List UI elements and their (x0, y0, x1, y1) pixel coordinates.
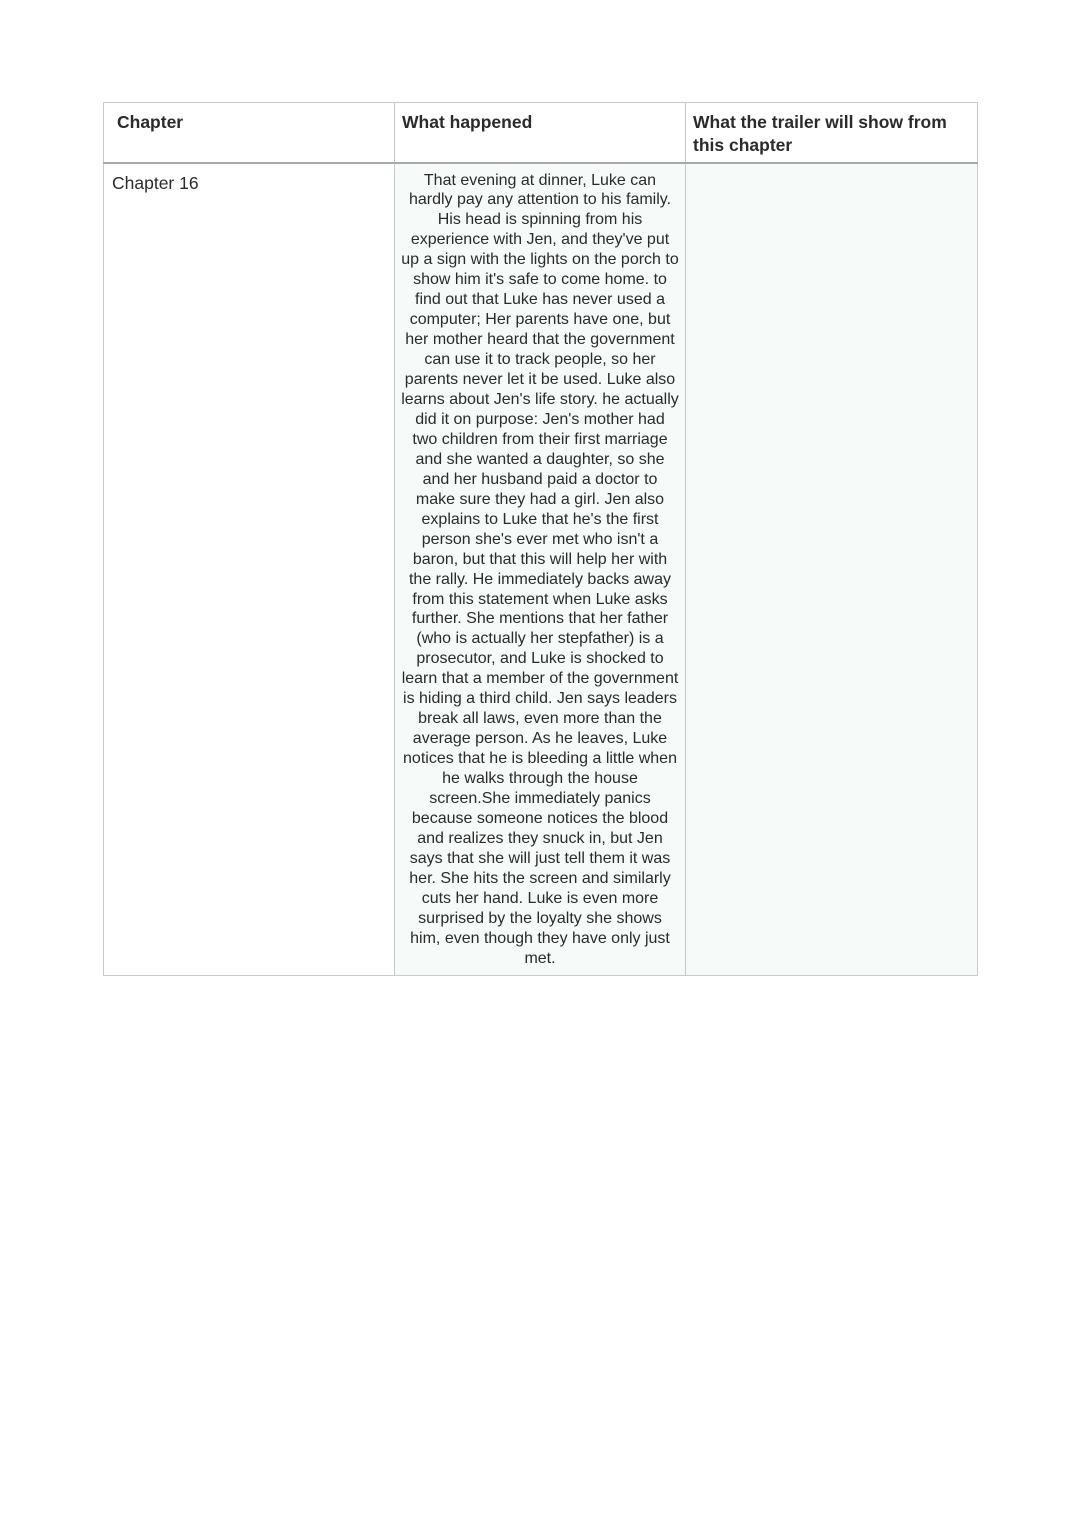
cell-chapter: Chapter 16 (104, 163, 395, 976)
cell-trailer (686, 163, 978, 976)
header-trailer: What the trailer will show from this chapter (686, 103, 978, 163)
chapter-summary-table (103, 102, 978, 976)
cell-what-happened: That evening at dinner, Luke can hardly pay any attention to his family. His head is spinning from his experience with Jen, and they've put up a sign with the lights on the porch to show him it's safe to come home. to find out that Luke has never used a computer; Her parents have one, but her mother heard that the government can use it to track people, so her parents never let it be used. Luke also learns about Jen's life story. he actually did it on purpose: Jen's mother had two children from their first marriage and she wanted a daughter, so she and her husband paid a doctor to make sure they had a girl. Jen also explains to Luke that he's the first person she's ever met who isn't a baron, but that this will help her with the rally. He immediately backs away from this statement when Luke asks further. She mentions that her father (who is actually her stepfather) is a prosecutor, and Luke is shocked to learn that a member of the government is hiding a third child. Jen says leaders break all laws, even more than the average person. As he leaves, Luke notices that he is bleeding a little when he walks through the house screen.She immediately panics because someone notices the blood and realizes they snuck in, but Jen says that she will just tell them it was her. She hits the screen and similarly cuts her hand. Luke is even more surprised by the loyalty she shows him, even though they have only just met. (395, 163, 686, 976)
header-what-happened: What happened (395, 103, 686, 163)
table-header-row (104, 103, 978, 163)
table-row (104, 163, 978, 976)
header-chapter: Chapter (104, 103, 395, 163)
